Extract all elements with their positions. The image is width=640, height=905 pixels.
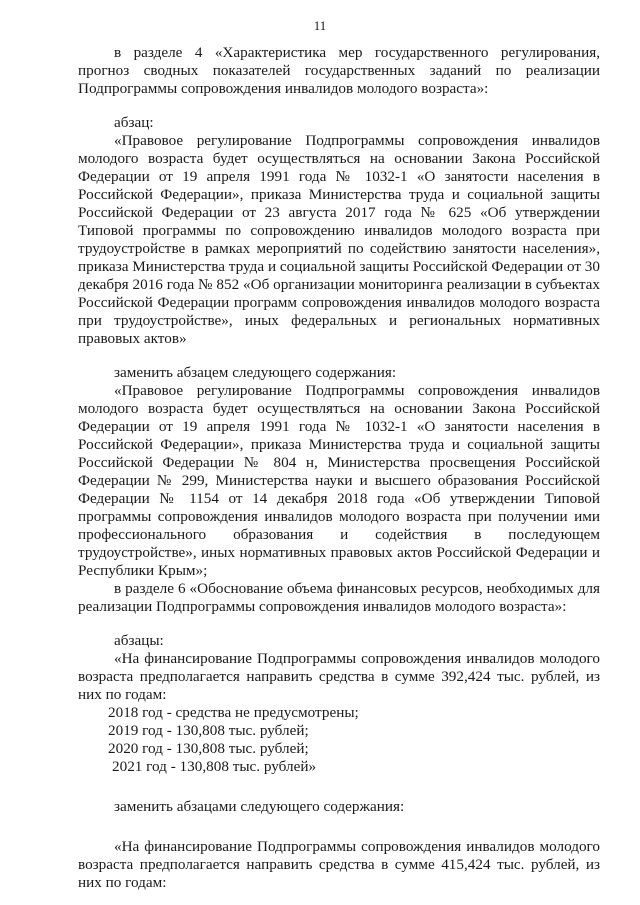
replace-with-paragraphs-label: заменить абзацами следующего содержания: [114,798,405,815]
new-financing-paragraph: «На финансирование Подпрограммы сопровождения инвалидов молодого возраста предполагается направить средства в сумме 415,424 тыс. рублей, из них по годам: [78,838,600,891]
section-6-intro: в разделе 6 «Обоснование объема финансовых ресурсов, необходимых для реализации Подпрограммы сопровождения инвалидов молодого возраста»: [78,580,600,615]
year-2020-line: 2020 год - 130,808 тыс. рублей; [108,740,309,757]
label-paragraph: абзац: [114,114,154,131]
old-legal-paragraph: «Правовое регулирование Подпрограммы сопровождения инвалидов молодого возраста будет осуществляться на основании Закона Российской Федерации от 19 апреля 1991 года № 1032-1 «О занятости населения в Российской Федерации», приказа Министерства труда и социальной защиты Российской Федерации от 23 августа 2017 года № 625 «Об утверждении Типовой программы по сопровождению инвалидов молодого возраста при трудоустройстве в рамках мероприятий по содействию занятости населения», приказа Министерства труда и социальной защиты Российской Федерации от 30 декабря 2016 года № 852 «Об организации мониторинга реализации в субъектах Российской Федерации программ сопровождения инвалидов молодого возраста при трудоустройстве», иных федеральных и региональных нормативных правовых актов» [78,132,600,347]
document-body [78,44,600,892]
label-paragraphs: абзацы: [114,632,164,649]
section-4-intro: в разделе 4 «Характеристика мер государственного регулирования, прогноз сводных показателей государственных заданий по реализации Подпрограммы сопровождения инвалидов молодого возраста»: [78,44,600,97]
year-2021-line: 2021 год - 130,808 тыс. рублей» [112,758,317,775]
replace-with-label: заменить абзацем следующего содержания: [114,364,397,381]
year-2019-line: 2019 год - 130,808 тыс. рублей; [108,722,309,739]
year-2018-line: 2018 год - средства не предусмотрены; [108,704,359,721]
old-financing-paragraph: «На финансирование Подпрограммы сопровождения инвалидов молодого возраста предполагается направить средства в сумме 392,424 тыс. рублей, из них по годам: [78,650,600,703]
page-number: 11 [313,18,327,33]
new-legal-paragraph: «Правовое регулирование Подпрограммы сопровождения инвалидов молодого возраста будет осуществляться на основании Закона Российской Федерации от 19 апреля 1991 года № 1032-1 «О занятости населения в Российской Федерации», приказа Министерства труда и социальной защиты Российской Федерации № 804 н, Министерства просвещения Российской Федерации № 299, Министерства науки и высшего образования Российской Федерации № 1154 от 14 декабря 2018 года «Об утверждении Типовой программы сопровождения инвалидов молодого возраста при получении ими профессионального образования и содействия в последующем трудоустройстве», иных нормативных правовых актов Российской Федерации и Республики Крым»; [78,382,600,579]
years-list [78,704,600,776]
